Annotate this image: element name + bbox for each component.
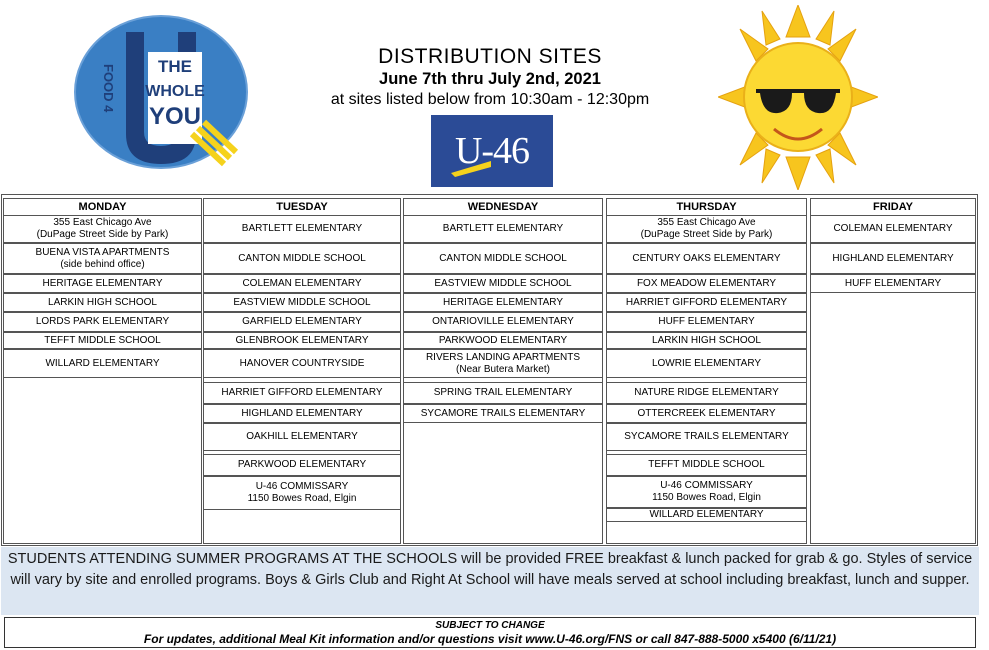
site-cell: HUFF ELEMENTARY	[606, 312, 807, 332]
site-cell: LOWRIE ELEMENTARY	[606, 349, 807, 378]
footer-box	[4, 617, 976, 648]
site-cell: GARFIELD ELEMENTARY	[203, 312, 401, 332]
site-cell: CANTON MIDDLE SCHOOL	[403, 243, 603, 274]
site-cell: BARTLETT ELEMENTARY	[203, 215, 401, 243]
site-cell: HANOVER COUNTRYSIDE	[203, 349, 401, 378]
subject-to-change: SUBJECT TO CHANGE	[435, 620, 545, 631]
site-cell: LARKIN HIGH SCHOOL	[606, 332, 807, 349]
site-cell: CANTON MIDDLE SCHOOL	[203, 243, 401, 274]
site-cell: EASTVIEW MIDDLE SCHOOL	[403, 274, 603, 293]
notice-text: STUDENTS ATTENDING SUMMER PROGRAMS AT THE SCHOOLS will be provided FREE breakfast & lunch packed for grab & go. Styles of service will vary by site and enrolled programs. Boys & Girls Club and Right At School will have meals served at school including breakfast, lunch and supper.	[7, 551, 973, 588]
site-cell: BUENA VISTA APARTMENTS (side behind office)	[3, 243, 202, 274]
u46-logo-text: U-46	[454, 130, 530, 172]
site-cell: FOX MEADOW ELEMENTARY	[606, 274, 807, 293]
site-cell: HUFF ELEMENTARY	[810, 274, 976, 293]
logo-text-the: THE	[158, 57, 192, 76]
u46-district-logo	[431, 115, 553, 187]
site-cell: HERITAGE ELEMENTARY	[403, 293, 603, 312]
site-cell: OTTERCREEK ELEMENTARY	[606, 404, 807, 423]
site-cell: WILLARD ELEMENTARY	[606, 508, 807, 522]
site-cell: TEFFT MIDDLE SCHOOL	[606, 454, 807, 476]
site-cell: RIVERS LANDING APARTMENTS (Near Butera Market)	[403, 349, 603, 378]
page-title: DISTRIBUTION SITES	[378, 45, 602, 68]
site-cell: PARKWOOD ELEMENTARY	[203, 454, 401, 476]
site-cell: WILLARD ELEMENTARY	[3, 349, 202, 378]
site-cell: GLENBROOK ELEMENTARY	[203, 332, 401, 349]
site-cell: COLEMAN ELEMENTARY	[203, 274, 401, 293]
logo-text-whole: WHOLE	[145, 83, 205, 100]
site-cell: NATURE RIDGE ELEMENTARY	[606, 382, 807, 404]
site-cell: SPRING TRAIL ELEMENTARY	[403, 382, 603, 404]
site-cell: U-46 COMMISSARY 1150 Bowes Road, Elgin	[606, 476, 807, 508]
time-range: at sites listed below from 10:30am - 12:30pm	[330, 91, 650, 108]
site-cell: 355 East Chicago Ave (DuPage Street Side by Park)	[606, 215, 807, 243]
site-cell: LORDS PARK ELEMENTARY	[3, 312, 202, 332]
logo-text-you: YOU	[148, 103, 202, 130]
site-cell: SYCAMORE TRAILS ELEMENTARY	[606, 423, 807, 451]
summer-programs-notice	[1, 547, 979, 615]
site-cell: HARRIET GIFFORD ELEMENTARY	[203, 382, 401, 404]
day-header-tuesday: TUESDAY	[204, 199, 400, 216]
site-cell: 355 East Chicago Ave (DuPage Street Side by Park)	[3, 215, 202, 243]
site-cell: HIGHLAND ELEMENTARY	[810, 243, 976, 274]
day-header-friday: FRIDAY	[811, 199, 975, 216]
site-cell: TEFFT MIDDLE SCHOOL	[3, 332, 202, 349]
site-cell: CENTURY OAKS ELEMENTARY	[606, 243, 807, 274]
site-cell: HIGHLAND ELEMENTARY	[203, 404, 401, 423]
site-cell: LARKIN HIGH SCHOOL	[3, 293, 202, 312]
site-cell: OAKHILL ELEMENTARY	[203, 423, 401, 451]
date-range: June 7th thru July 2nd, 2021	[379, 70, 601, 88]
day-header-thursday: THURSDAY	[607, 199, 806, 216]
site-cell: EASTVIEW MIDDLE SCHOOL	[203, 293, 401, 312]
day-header-wednesday: WEDNESDAY	[404, 199, 602, 216]
day-header-monday: MONDAY	[4, 199, 201, 216]
site-cell: HARRIET GIFFORD ELEMENTARY	[606, 293, 807, 312]
site-cell: SYCAMORE TRAILS ELEMENTARY	[403, 404, 603, 423]
site-cell: BARTLETT ELEMENTARY	[403, 215, 603, 243]
site-cell: PARKWOOD ELEMENTARY	[403, 332, 603, 349]
site-cell: COLEMAN ELEMENTARY	[810, 215, 976, 243]
contact-info: For updates, additional Meal Kit information and/or questions visit www.U-46.org/FNS or call 847-888-5000 x5400 (6/11/21)	[143, 632, 837, 646]
site-cell: HERITAGE ELEMENTARY	[3, 274, 202, 293]
sun-sunglasses-icon	[718, 5, 878, 190]
logo-text-food4: FOOD 4	[101, 64, 116, 113]
site-cell: U-46 COMMISSARY 1150 Bowes Road, Elgin	[203, 476, 401, 510]
food4-the-whole-you-logo	[74, 14, 254, 179]
site-cell: ONTARIOVILLE ELEMENTARY	[403, 312, 603, 332]
